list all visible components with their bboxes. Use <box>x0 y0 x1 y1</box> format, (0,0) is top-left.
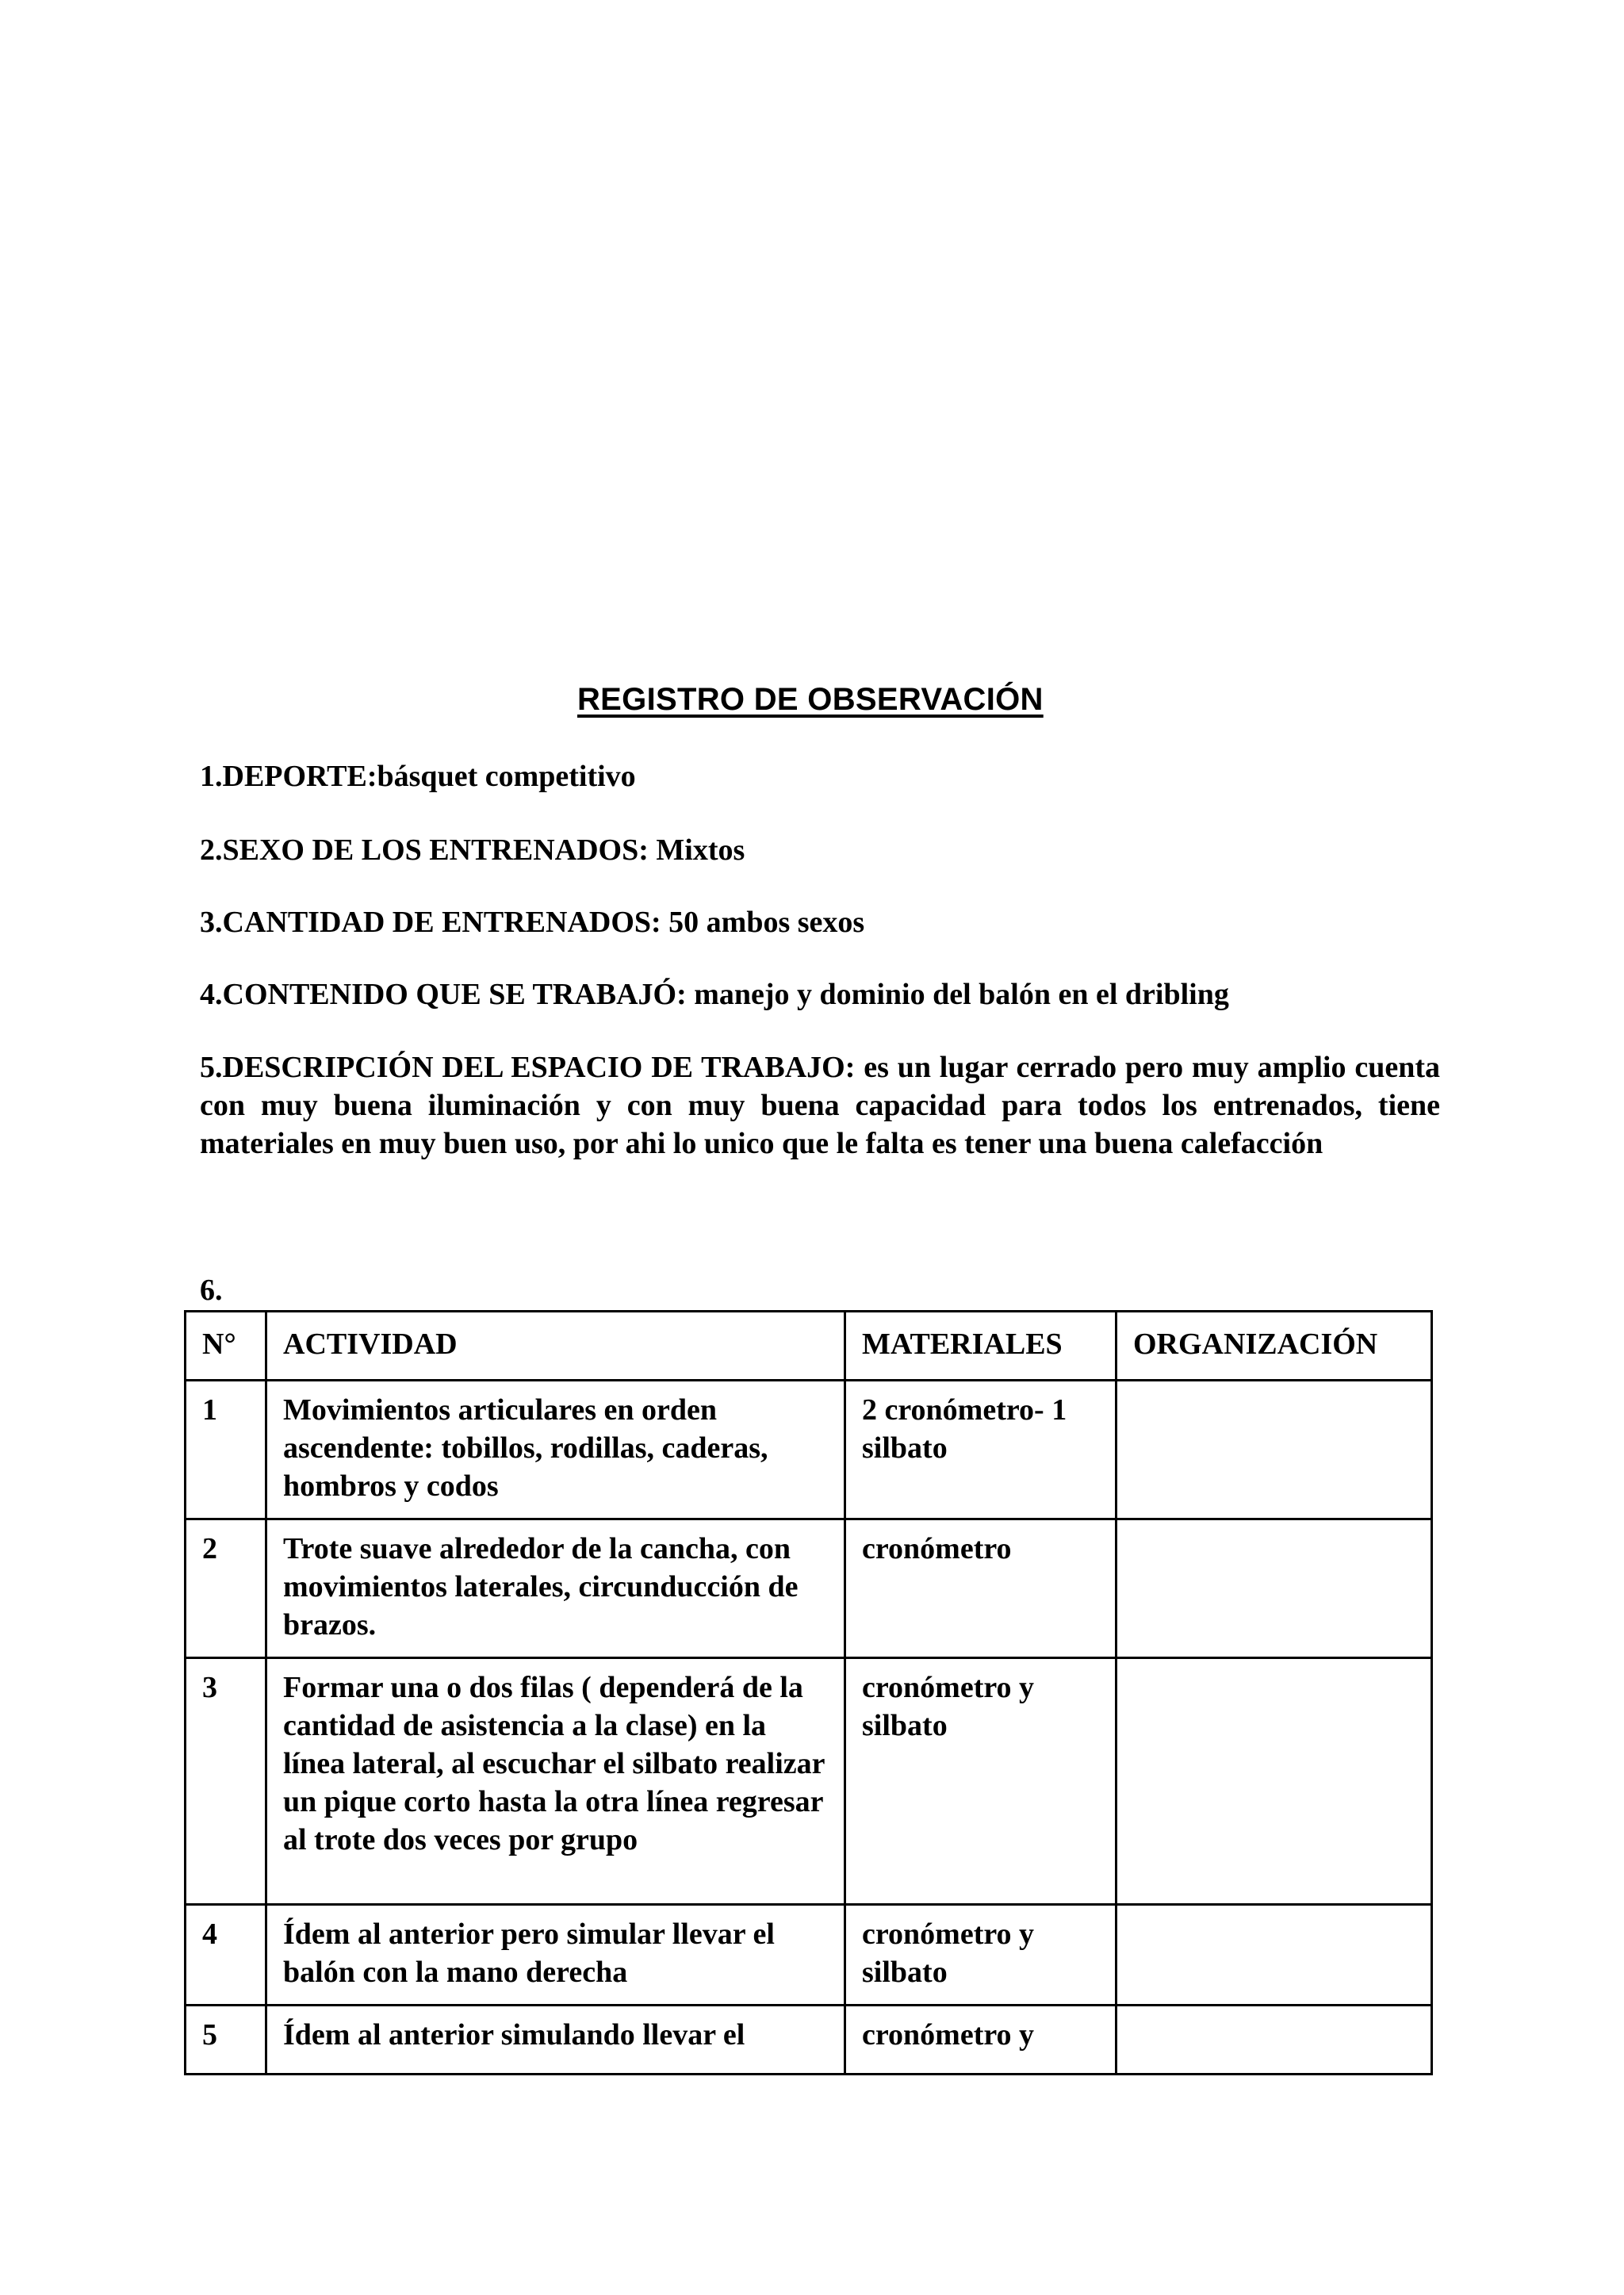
cell-num: 5 <box>186 2006 266 2075</box>
cell-actividad: Ídem al anterior simulando llevar el <box>266 2006 845 2075</box>
cell-num: 1 <box>186 1381 266 1519</box>
table-row <box>186 1658 1432 1905</box>
cell-organizacion <box>1116 2006 1432 2075</box>
header-actividad: ACTIVIDAD <box>266 1312 845 1381</box>
header-num: N° <box>186 1312 266 1381</box>
item-contenido: 4.CONTENIDO QUE SE TRABAJÓ: manejo y dominio del balón en el dribling <box>200 978 1229 1011</box>
cell-actividad: Ídem al anterior pero simular llevar el balón con la mano derecha <box>266 1905 845 2006</box>
header-materiales: MATERIALES <box>845 1312 1116 1381</box>
table-row <box>186 1905 1432 2006</box>
cell-organizacion <box>1116 1519 1432 1658</box>
item-cantidad: 3.CANTIDAD DE ENTRENADOS: 50 ambos sexos <box>200 906 865 939</box>
table-row <box>186 2006 1432 2075</box>
cell-materiales: cronómetro y silbato <box>845 1658 1116 1905</box>
cell-actividad: Formar una o dos filas ( dependerá de la cantidad de asistencia a la clase) en la línea lateral, al escuchar el silbato realizar un pique corto hasta la otra línea regresar al trote dos veces por grupo <box>266 1658 845 1905</box>
cell-materiales: cronómetro y silbato <box>845 1905 1116 2006</box>
document-title: REGISTRO DE OBSERVACIÓN <box>577 682 1044 717</box>
cell-num: 4 <box>186 1905 266 2006</box>
table-header-row <box>186 1312 1432 1381</box>
cell-actividad: Trote suave alrededor de la cancha, con movimientos laterales, circunducción de brazos. <box>266 1519 845 1658</box>
item-deporte: 1.DEPORTE:básquet competitivo <box>200 760 636 793</box>
section-number: 6. <box>200 1274 223 1307</box>
cell-organizacion <box>1116 1381 1432 1519</box>
cell-num: 2 <box>186 1519 266 1658</box>
cell-actividad: Movimientos articulares en orden ascendente: tobillos, rodillas, caderas, hombros y codos <box>266 1381 845 1519</box>
item-descripcion: 5.DESCRIPCIÓN DEL ESPACIO DE TRABAJO: es un lugar cerrado pero muy amplio cuenta con muy buena iluminación y con muy buena capacidad para todos los entrenados, tiene materiales en muy buen uso, por ahi lo unico que le falta es tener una buena calefacción <box>200 1051 1440 1160</box>
table-row <box>186 1381 1432 1519</box>
cell-materiales: cronómetro <box>845 1519 1116 1658</box>
item-sexo: 2.SEXO DE LOS ENTRENADOS: Mixtos <box>200 833 745 867</box>
activities-table <box>184 1310 1433 2075</box>
cell-materiales: cronómetro y <box>845 2006 1116 2075</box>
cell-materiales: 2 cronómetro- 1 silbato <box>845 1381 1116 1519</box>
cell-num: 3 <box>186 1658 266 1905</box>
cell-organizacion <box>1116 1905 1432 2006</box>
table-row <box>186 1519 1432 1658</box>
header-organizacion: ORGANIZACIÓN <box>1116 1312 1432 1381</box>
cell-organizacion <box>1116 1658 1432 1905</box>
